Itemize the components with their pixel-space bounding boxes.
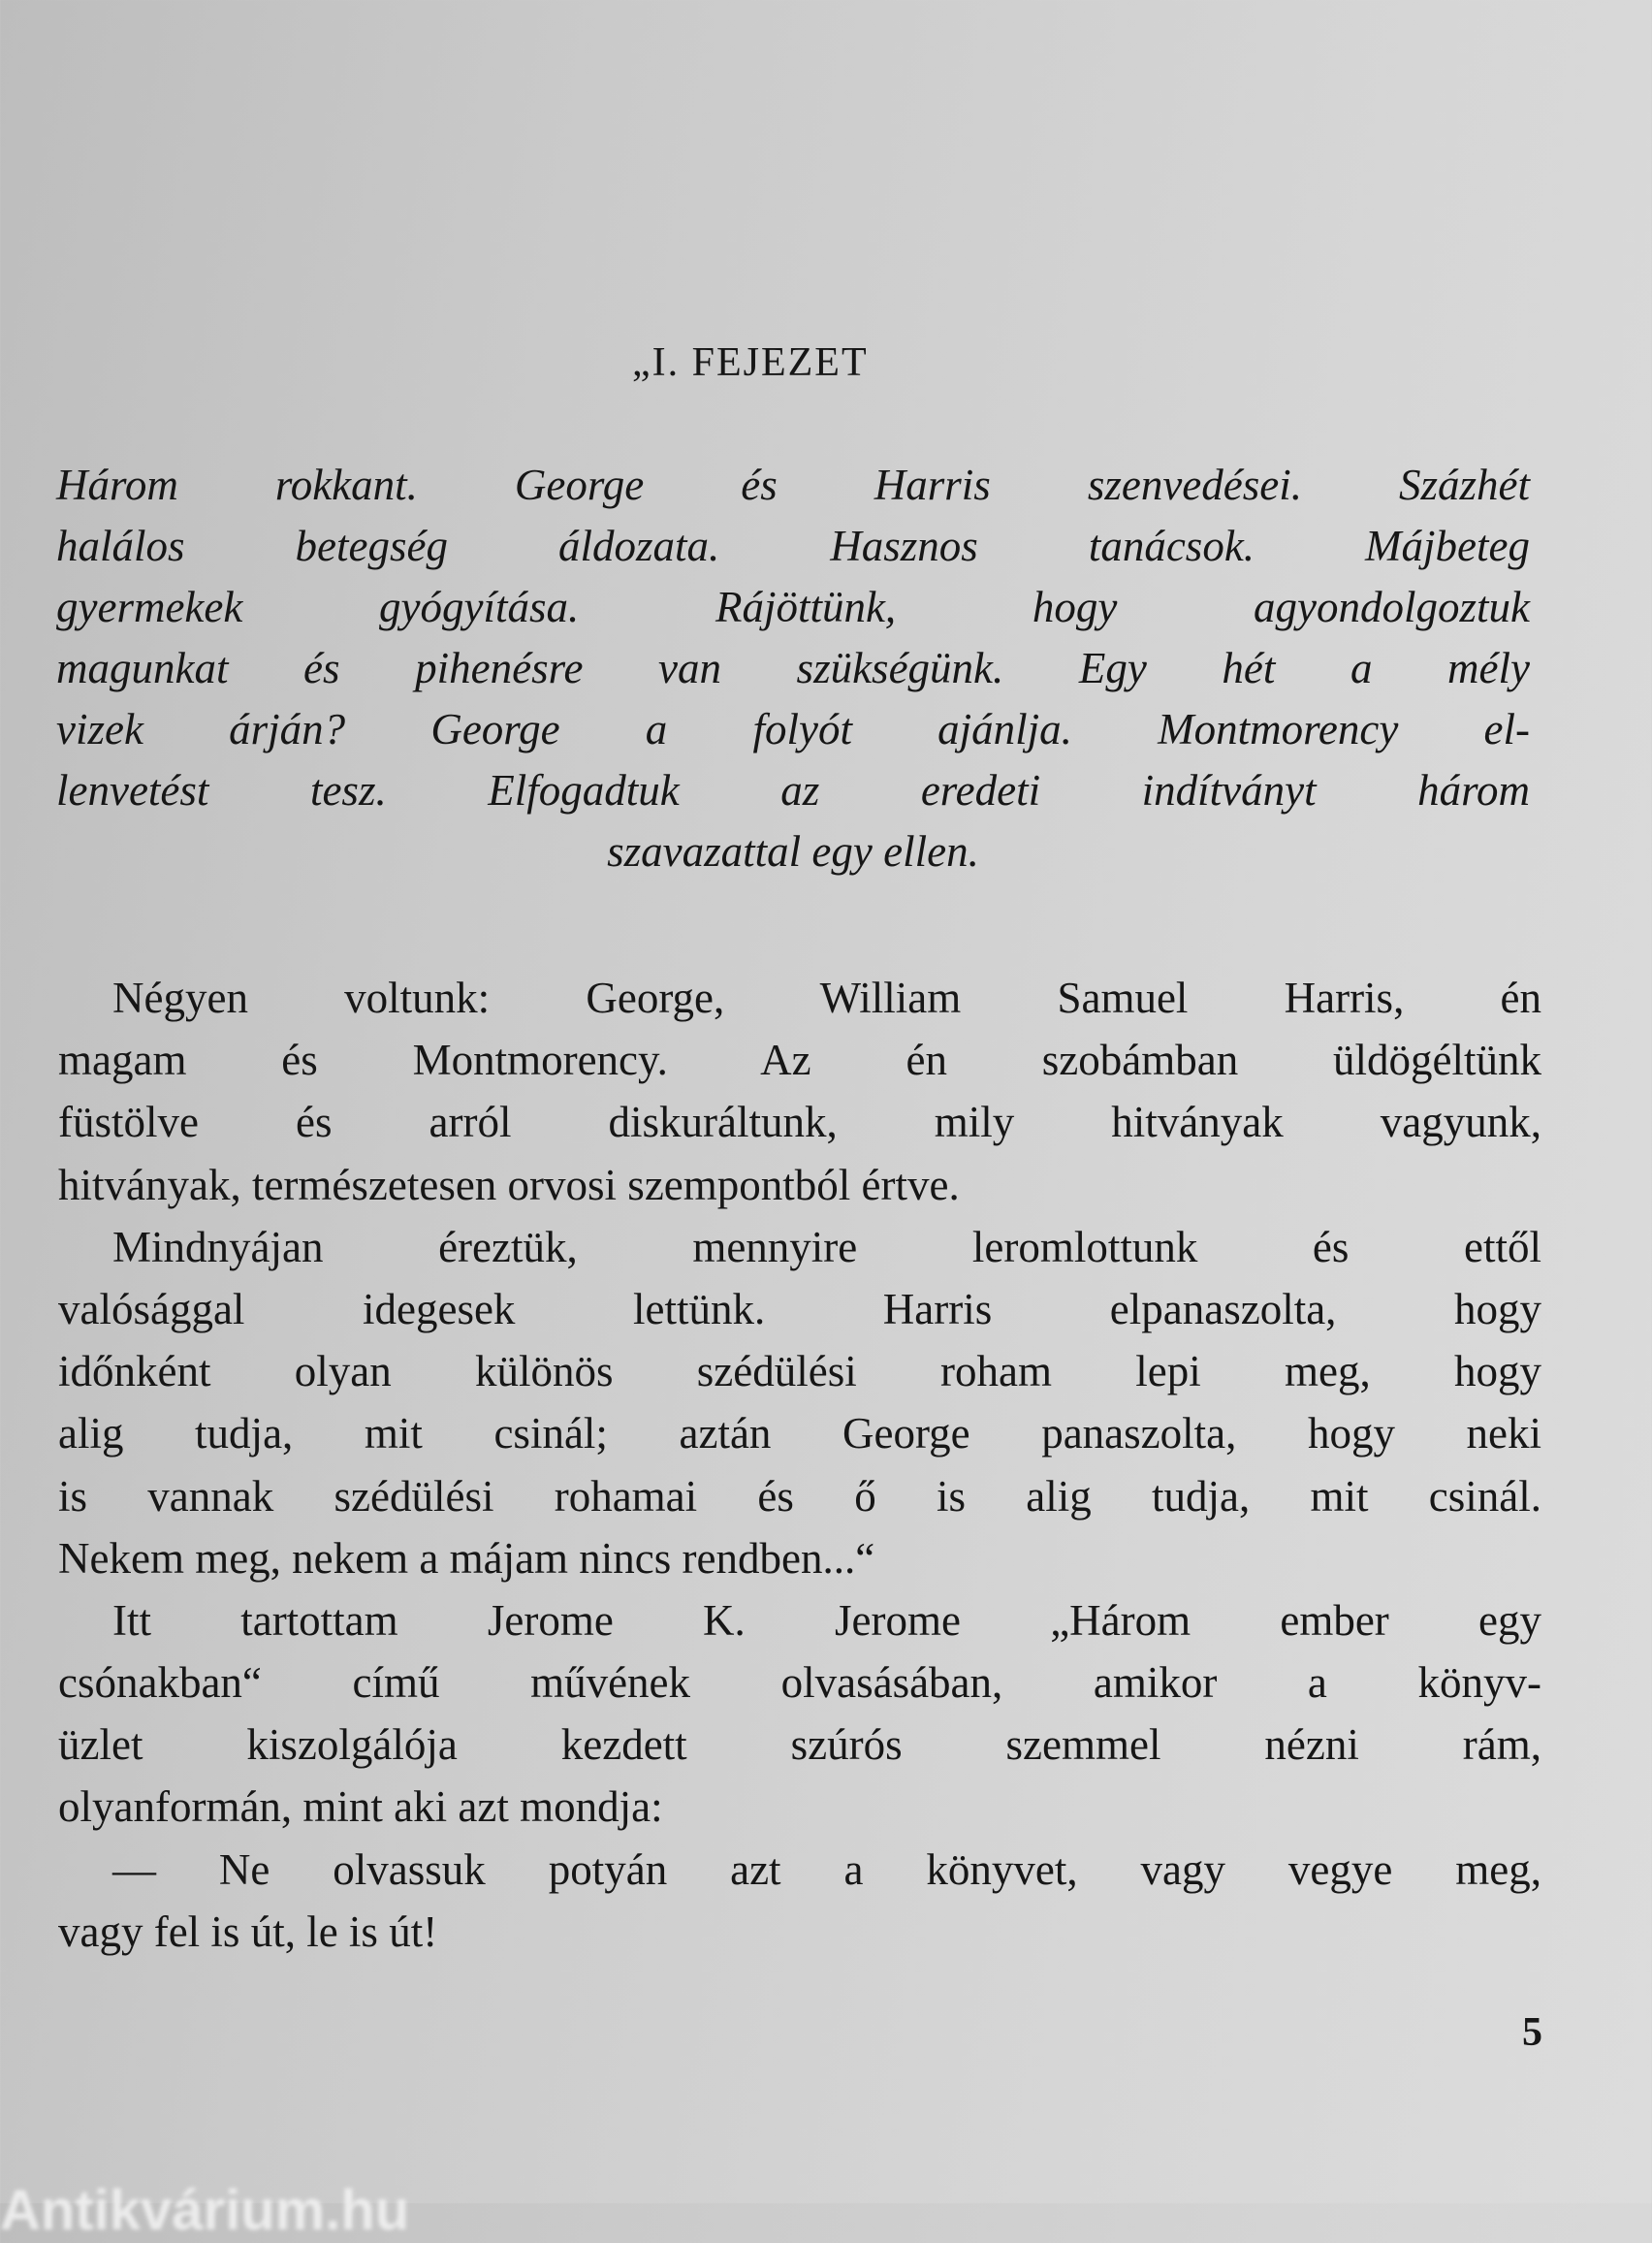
summary-line: halálos betegség áldozata. Hasznos tanácsok. Májbeteg [56, 522, 1530, 570]
body-line: hitványak, természetesen orvosi szempontból értve. [58, 1160, 960, 1209]
body-line: alig tudja, mit csinál; aztán George panaszolta, hogy neki [58, 1409, 1541, 1458]
watermark: Antikvárium.hu [0, 2179, 410, 2242]
body-line: is vannak szédülési rohamai és ő is alig tudja, mit csinál. [58, 1471, 1541, 1521]
body-line: Mindnyájan éreztük, mennyire leromlottunk és ettől [112, 1222, 1541, 1271]
body-line: füstölve és arról diskuráltunk, mily hitványak vagyunk, [58, 1098, 1541, 1147]
chapter-heading: „I. FEJEZET [632, 340, 869, 385]
body-line: üzlet kiszolgálója kezdett szúrós szemmel nézni rám, [58, 1720, 1541, 1770]
summary-line: lenvetést tesz. Elfogadtuk az eredeti indítványt három [56, 766, 1530, 815]
body-line: olyanformán, mint aki azt mondja: [58, 1782, 663, 1832]
body-line: magam és Montmorency. Az én szobámban üldögéltünk [58, 1036, 1541, 1085]
page-number: 5 [1522, 2010, 1542, 2055]
summary-line: magunkat és pihenésre van szükségünk. Egy hét a mély [56, 644, 1530, 692]
body-line: — Ne olvassuk potyán azt a könyvet, vagy vegye meg, [112, 1844, 1541, 1894]
summary-line: Három rokkant. George és Harris szenvedései. Százhét [56, 461, 1530, 509]
summary-line: gyermekek gyógyítása. Rájöttünk, hogy agyondolgoztuk [56, 583, 1530, 631]
body-line: Nekem meg, nekem a májam nincs rendben...“ [58, 1533, 875, 1583]
summary-line: szavazattal egy ellen. [607, 827, 979, 876]
body-line: időnként olyan különös szédülési roham lepi meg, hogy [58, 1347, 1541, 1396]
summary-line: vizek árján? George a folyót ajánlja. Montmorency el- [56, 705, 1530, 753]
chapter-summary [56, 455, 1530, 882]
body-text [58, 967, 1541, 1963]
body-line: Itt tartottam Jerome K. Jerome „Három ember egy [112, 1595, 1541, 1645]
body-line: valósággal idegesek lettünk. Harris elpanaszolta, hogy [58, 1284, 1541, 1333]
body-line: vagy fel is út, le is út! [58, 1907, 438, 1956]
body-line: Négyen voltunk: George, William Samuel Harris, én [112, 974, 1541, 1022]
body-line: csónakban“ című művének olvasásában, amikor a könyv- [58, 1658, 1541, 1708]
